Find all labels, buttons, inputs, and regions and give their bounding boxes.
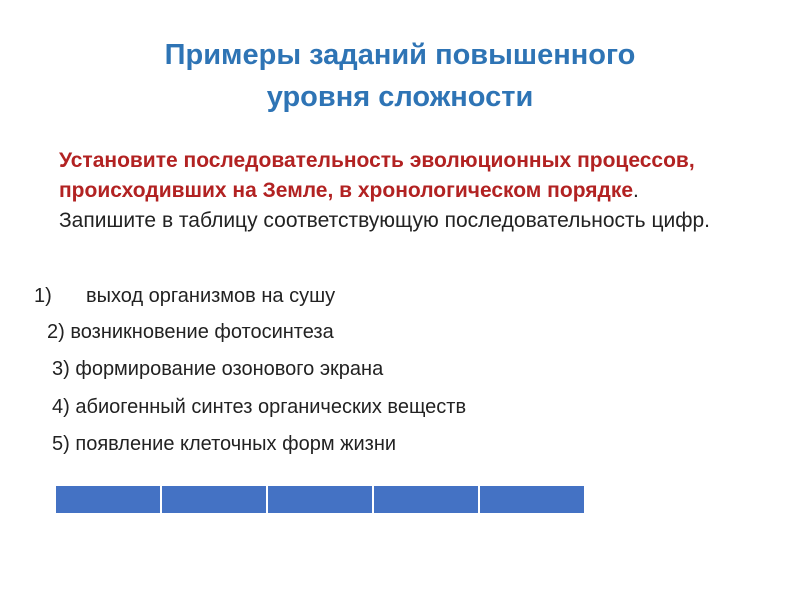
list-item-text: абиогенный синтез органических веществ bbox=[75, 396, 467, 418]
task-instruction-rest: . Запишите в таблицу соответствующую последовательность цифр. bbox=[59, 179, 710, 232]
list-item-text: возникновение фотосинтеза bbox=[70, 321, 334, 343]
list-item-number: 2) bbox=[47, 321, 65, 343]
answer-cell-4[interactable] bbox=[373, 485, 479, 514]
answer-cell-3[interactable] bbox=[267, 485, 373, 514]
task-statement bbox=[59, 146, 739, 236]
answer-cell-2[interactable] bbox=[161, 485, 267, 514]
task-instruction-emphasized: Установите последовательность эволюционных процессов, происходивших на Земле, в хронологическом порядке bbox=[59, 149, 695, 202]
answer-cell-1[interactable] bbox=[55, 485, 161, 514]
slide-title-line-1: Примеры заданий повышенного bbox=[164, 39, 636, 71]
list-item-2 bbox=[47, 318, 334, 346]
answer-cell-5[interactable] bbox=[479, 485, 585, 514]
list-item-number: 4) bbox=[52, 396, 70, 418]
list-item-5 bbox=[52, 430, 396, 458]
slide-title bbox=[0, 34, 800, 118]
list-item-3 bbox=[52, 355, 383, 383]
list-item-number: 5) bbox=[52, 433, 70, 455]
list-item-text: формирование озонового экрана bbox=[75, 358, 384, 380]
list-item-text: появление клеточных форм жизни bbox=[75, 433, 397, 455]
answer-table-row bbox=[55, 485, 585, 514]
list-item-text: выход организмов на сушу bbox=[86, 285, 336, 307]
answer-table bbox=[54, 484, 586, 515]
list-item-number: 3) bbox=[52, 358, 70, 380]
list-item-1 bbox=[34, 282, 335, 310]
list-item-number: 1) bbox=[34, 285, 52, 307]
slide-title-line-2: уровня сложности bbox=[266, 81, 534, 113]
list-item-4 bbox=[52, 393, 466, 421]
